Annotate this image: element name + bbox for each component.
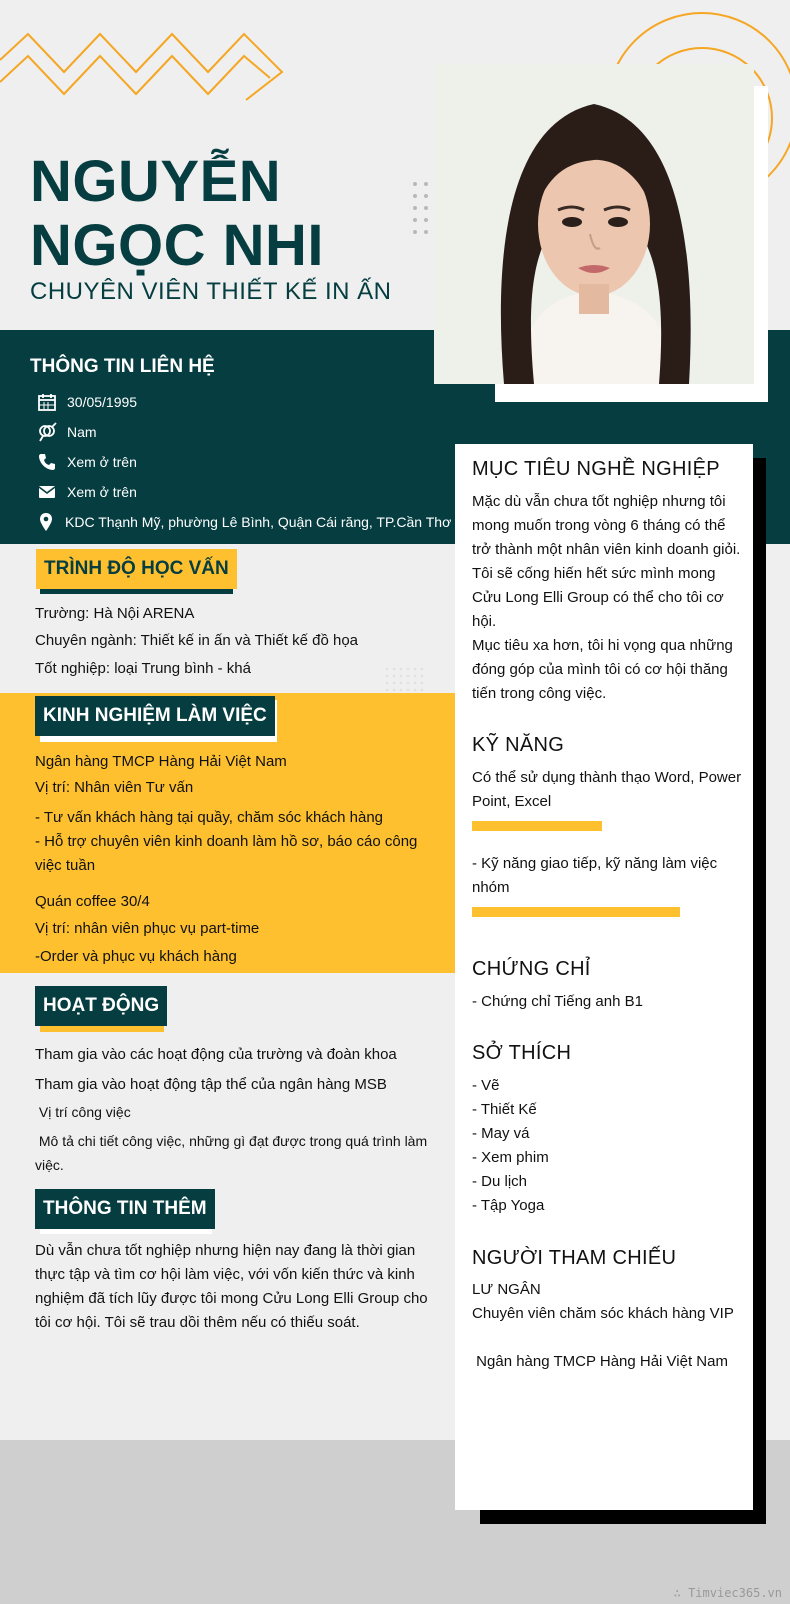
activity-position: Vị trí công việc (35, 1104, 131, 1120)
dot-grid-small-decoration (384, 666, 424, 694)
hobby-4: - Xem phim (472, 1149, 549, 1166)
education-school: Trường: Hà Nội ARENA (35, 605, 195, 622)
watermark: ∴ Timviec365.vn (673, 1586, 782, 1600)
candidate-name (30, 150, 324, 278)
contact-birthdate (36, 390, 436, 414)
contact-address (36, 510, 452, 534)
location-icon (36, 511, 56, 533)
zigzag-decoration (0, 30, 290, 110)
skill-2-bar (472, 907, 680, 917)
email-icon (36, 481, 58, 503)
gender-text: Nam (67, 424, 97, 440)
activities-heading: HOẠT ĐỘNG (35, 986, 167, 1026)
objective-text-1: Mặc dù vẫn chưa tốt nghiệp nhưng tôi mong muốn trong vòng 6 tháng có thể trở thành một nhân viên kinh doanh giỏi. Tôi sẽ cống hiến hết sức mình mong Cửu Long Elli Group có thể cho tôi cơ hội. (472, 493, 741, 630)
job-2-duty-1: -Order và phục vụ khách hàng (35, 948, 237, 965)
job-1-duty-2: - Hỗ trợ chuyên viên kinh doanh làm hồ sơ, báo cáo công việc tuần (35, 833, 418, 874)
education-graduation: Tốt nghiệp: loại Trung bình - khá (35, 660, 251, 677)
skill-1-text: Có thể sử dụng thành thạo Word, Power Point, Excel (472, 769, 742, 810)
phone-icon (36, 451, 58, 473)
job-2-company: Quán coffee 30/4 (35, 893, 150, 910)
job-1-company: Ngân hàng TMCP Hàng Hải Việt Nam (35, 753, 287, 770)
activity-description: Mô tả chi tiết công việc, những gì đạt được trong quá trình làm việc. (35, 1133, 432, 1173)
certificate-1: - Chứng chỉ Tiếng anh B1 (472, 993, 643, 1010)
references-heading: NGƯỜI THAM CHIẾU (472, 1247, 677, 1269)
skill-2-text: - Kỹ năng giao tiếp, kỹ năng làm việc nhóm (472, 855, 718, 896)
reference-company: Ngân hàng TMCP Hàng Hải Việt Nam (472, 1353, 728, 1370)
hobby-6: - Tập Yoga (472, 1197, 545, 1214)
dot-grid-decoration (410, 180, 434, 246)
hobby-3: - May vá (472, 1125, 530, 1142)
job-title: CHUYÊN VIÊN THIẾT KẾ IN ẤN (30, 278, 392, 305)
skills-heading: KỸ NĂNG (472, 734, 565, 756)
email-text: Xem ở trên (67, 484, 137, 500)
job-1-position: Vị trí: Nhân viên Tư vấn (35, 779, 194, 796)
contact-section-title: THÔNG TIN LIÊN HỆ (30, 356, 215, 377)
activity-2: Tham gia vào hoạt động tập thể của ngân hàng MSB (35, 1076, 387, 1093)
name-line-2: NGỌC NHI (30, 213, 324, 278)
reference-role: Chuyên viên chăm sóc khách hàng VIP (472, 1305, 734, 1322)
gender-icon (36, 421, 58, 443)
phone-text: Xem ở trên (67, 454, 137, 470)
contact-phone (36, 450, 436, 474)
contact-email (36, 480, 436, 504)
birthdate-text: 30/05/1995 (67, 394, 138, 410)
profile-photo (434, 64, 754, 384)
hobbies-heading: SỞ THÍCH (472, 1042, 572, 1064)
objective-text-2: Mục tiêu xa hơn, tôi hi vọng qua những đóng góp của mình tôi có cơ hội thăng tiến trong công việc. (472, 637, 733, 702)
education-heading: TRÌNH ĐỘ HỌC VẤN (36, 549, 237, 589)
address-text: KDC Thạnh Mỹ, phường Lê Bình, Quận Cái răng, TP.Cần Thơ (65, 514, 452, 530)
hobby-2: - Thiết Kế (472, 1101, 537, 1118)
additional-text: Dù vẫn chưa tốt nghiệp nhưng hiện nay đang là thời gian thực tập và tìm cơ hội làm việc, với vốn kiến thức và kinh nghiệm đã tích lũy được tôi mong Cửu Long Elli Group cho tôi cơ hội. Tôi sẽ trau dồi thêm nếu có thiếu soát. (35, 1242, 428, 1331)
certificates-heading: CHỨNG CHỈ (472, 958, 591, 980)
job-1-duty-1: - Tư vấn khách hàng tại quầy, chăm sóc khách hàng (35, 809, 384, 826)
activity-1: Tham gia vào các hoạt động của trường và đoàn khoa (35, 1046, 397, 1063)
contact-gender (36, 420, 436, 444)
name-line-1: NGUYỄN (30, 149, 282, 214)
job-2-position: Vị trí: nhân viên phục vụ part-time (35, 920, 260, 937)
experience-heading: KINH NGHIỆM LÀM VIỆC (35, 696, 275, 736)
objective-heading: MỤC TIÊU NGHỀ NGHIỆP (472, 458, 720, 480)
education-major: Chuyên ngành: Thiết kế in ấn và Thiết kế đồ họa (35, 632, 359, 649)
calendar-icon (36, 391, 58, 413)
portrait-illustration (434, 64, 754, 384)
hobby-1: - Vẽ (472, 1077, 500, 1094)
hobby-5: - Du lịch (472, 1173, 528, 1190)
additional-heading: THÔNG TIN THÊM (35, 1189, 215, 1229)
skill-1-bar (472, 821, 602, 831)
reference-name: LƯ NGÂN (472, 1281, 541, 1298)
